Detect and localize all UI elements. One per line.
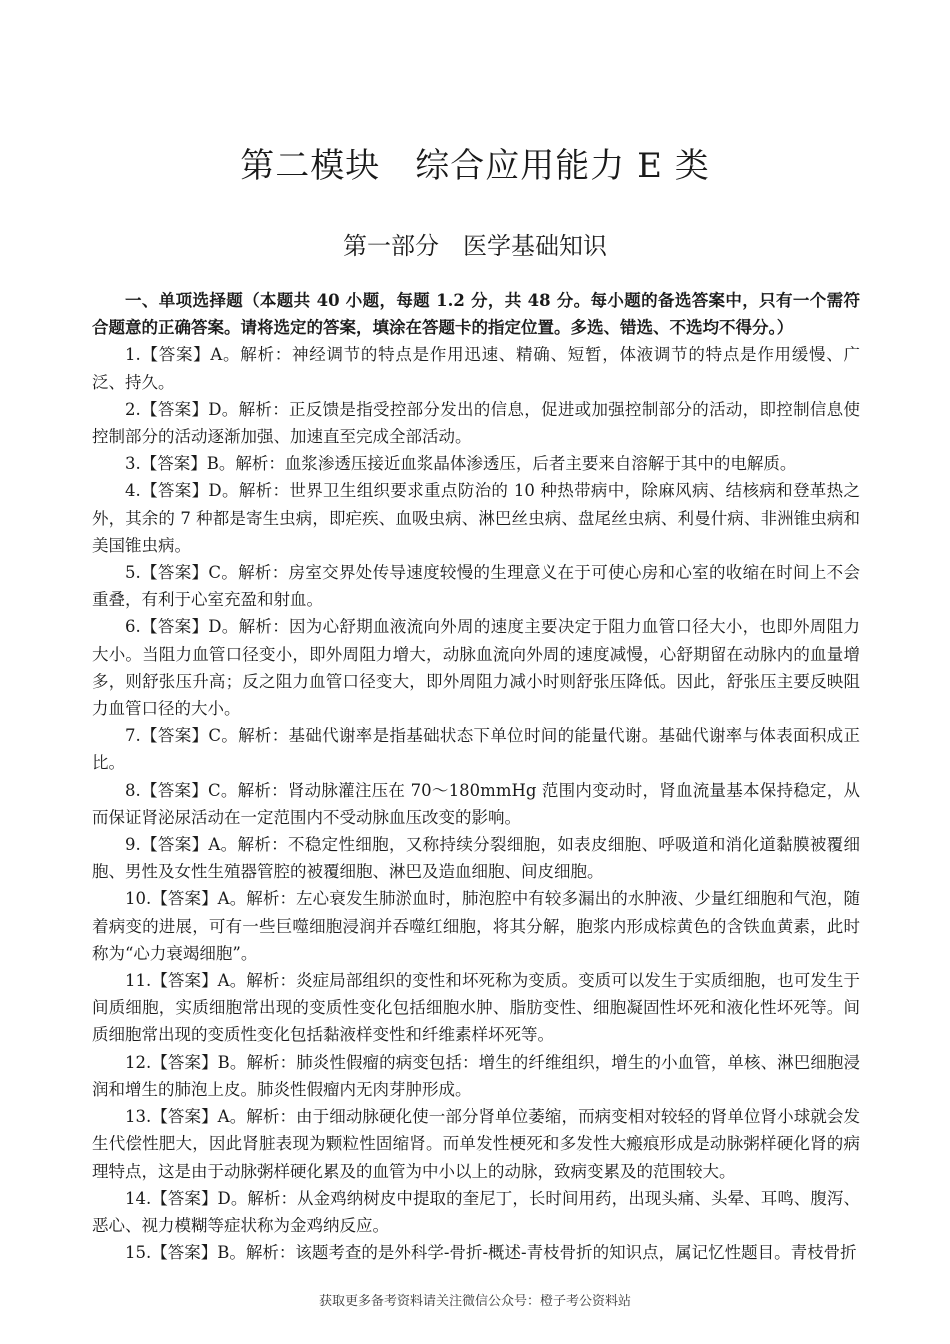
answer-item: 7.【答案】C。解析：基础代谢率是指基础状态下单位时间的能量代谢。基础代谢率与体表面积成正比。 [92, 726, 860, 773]
section-heading: 一、单项选择题（本题共 40 小题，每题 1.2 分，共 48 分。每小题的备选答案中，只有一个需符合题意的正确答案。请将选定的答案，填涂在答题卡的指定位置。多选、错选、不选均不得分。） [92, 291, 860, 338]
page-footer: 获取更多备考资料请关注微信公众号：橙子考公资料站 [318, 1294, 631, 1309]
answer-item: 9.【答案】A。解析：不稳定性细胞，又称持续分裂细胞，如表皮细胞、呼吸道和消化道黏膜被覆细胞、男性及女性生殖器管腔的被覆细胞、淋巴及造血细胞、间皮细胞。 [92, 835, 860, 882]
answer-item: 6.【答案】D。解析：因为心舒期血液流向外周的速度主要决定于阻力血管口径大小，也即外周阻力大小。当阻力血管口径变小，即外周阻力增大，动脉血流向外周的速度减慢，心舒期留在动脉内的血量增多，则舒张压升高；反之阻力血管口径变大，即外周阻力减小时则舒张压降低。因此，舒张压主要反映阻力血管口径的大小。 [92, 617, 860, 719]
answer-item: 3.【答案】B。解析：血浆渗透压接近血浆晶体渗透压，后者主要来自溶解于其中的电解质。 [125, 454, 797, 474]
answer-item: 2.【答案】D。解析：正反馈是指受控部分发出的信息，促进或加强控制部分的活动，即控制信息使控制部分的活动逐渐加强、加速直至完成全部活动。 [92, 399, 860, 447]
answer-item: 5.【答案】C。解析：房室交界处传导速度较慢的生理意义在于可使心房和心室的收缩在时间上不会重叠，有利于心室充盈和射血。 [92, 563, 860, 610]
answer-item: 12.【答案】B。解析：肺炎性假瘤的病变包括：增生的纤维组织，增生的小血管，单核、淋巴细胞浸润和增生的肺泡上皮。肺炎性假瘤内无肉芽肿形成。 [92, 1052, 860, 1099]
answer-item: 8.【答案】C。解析：肾动脉灌注压在 70～180mmHg 范围内变动时，肾血流量基本保持稳定，从而保证肾泌尿活动在一定范围内不受动脉血压改变的影响。 [92, 780, 860, 827]
answer-content [92, 287, 860, 1266]
answer-item: 10.【答案】A。解析：左心衰发生肺淤血时，肺泡腔中有较多漏出的水肿液、少量红细胞和气泡，随着病变的进展，可有一些巨噬细胞浸润并吞噬红细胞，将其分解，胞浆内形成棕黄色的含铁血黄素，此时称为“心力衰竭细胞”。 [92, 889, 860, 963]
part-title: 第一部分 医学基础知识 [343, 232, 607, 260]
answer-item: 1.【答案】A。解析：神经调节的特点是作用迅速、精确、短暂，体液调节的特点是作用缓慢、广泛、持久。 [92, 345, 860, 392]
answer-item: 13.【答案】A。解析：由于细动脉硬化使一部分肾单位萎缩，而病变相对较轻的肾单位肾小球就会发生代偿性肥大，因此肾脏表现为颗粒性固缩肾。而单发性梗死和多发性大瘢痕形成是动脉粥样硬化肾的病理特点，这是由于动脉粥样硬化累及的血管为中小以上的动脉，致病变累及的范围较大。 [92, 1107, 860, 1181]
answer-item: 11.【答案】A。解析：炎症局部组织的变性和坏死称为变质。变质可以发生于实质细胞，也可发生于间质细胞，实质细胞常出现的变质性变化包括细胞水肿、脂肪变性、细胞凝固性坏死和液化性坏死等。间质细胞常出现的变质性变化包括黏液样变性和纤维素样坏死等。 [92, 971, 860, 1045]
answer-item: 14.【答案】D。解析：从金鸡纳树皮中提取的奎尼丁，长时间用药，出现头痛、头晕、耳鸣、腹泻、恶心、视力模糊等症状称为金鸡纳反应。 [92, 1188, 860, 1235]
module-title: 第二模块 综合应用能力 E 类 [240, 146, 710, 186]
answer-item: 4.【答案】D。解析：世界卫生组织要求重点防治的 10 种热带病中，除麻风病、结核病和登革热之外，其余的 7 种都是寄生虫病，即疟疾、血吸虫病、淋巴丝虫病、盘尾丝虫病、利曼什病、非洲锥虫病和美国锥虫病。 [92, 481, 860, 555]
answer-item: 15.【答案】B。解析：该题考查的是外科学-骨折-概述-青枝骨折的知识点，属记忆性题目。青枝骨折 [125, 1243, 857, 1263]
